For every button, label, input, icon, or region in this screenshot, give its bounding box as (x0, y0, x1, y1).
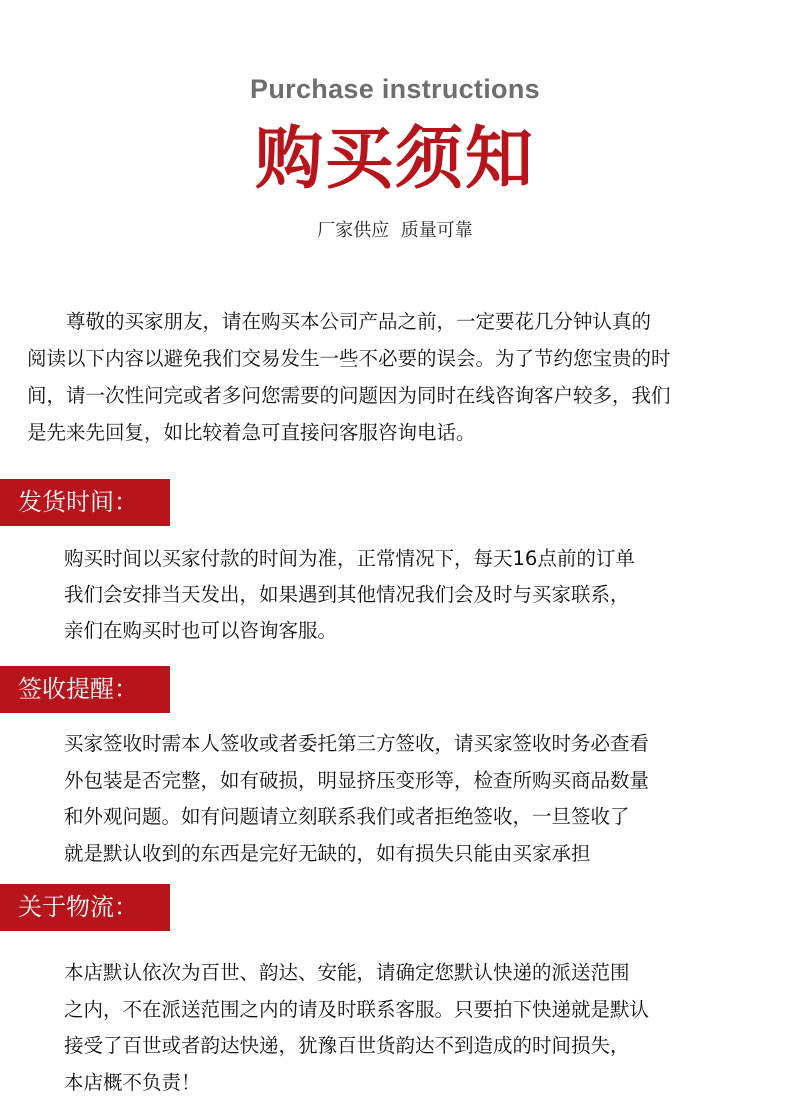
body-line: 亲们在购买时也可以咨询客服。 (64, 619, 338, 642)
section-body-shipping-time (64, 541, 764, 649)
body-line: 购买时间以买家付款的时间为准，正常情况下，每天16点前的订单 (64, 547, 635, 570)
section-body-logistics (64, 955, 764, 1101)
tagline: 厂家供应 质量可靠 (317, 220, 473, 241)
body-line: 本店概不负责！ (64, 1070, 201, 1094)
body-line: 我们会安排当天发出，如果遇到其他情况我们会及时与买家联系， (64, 583, 630, 606)
section-label-receipt-reminder: 签收提醒： (0, 666, 170, 713)
section-label-logistics: 关于物流： (0, 884, 170, 931)
section-label-shipping-time: 发货时间： (0, 479, 170, 526)
body-line: 和外观问题。如有问题请立刻联系我们或者拒绝签收，一旦签收了 (64, 805, 630, 828)
body-line: 本店默认依次为百世、韵达、安能，请确定您默认快递的派送范围 (64, 961, 630, 984)
body-line: 买家签收时需本人签收或者委托第三方签收，请买家签收时务必查看 (64, 732, 650, 755)
intro-line: 阅读以下内容以避免我们交易发生一些不必要的误会。为了节约您宝贵的时 (27, 347, 671, 370)
page-title: 购买须知 (254, 120, 535, 199)
intro-line: 间，请一次性问完或者多问您需要的问题因为同时在线咨询客户较多，我们 (27, 384, 671, 407)
body-line: 就是默认收到的东西是完好无缺的，如有损失只能由买家承担 (64, 841, 591, 865)
intro-line: 是先来先回复，如比较着急可直接问客服咨询电话。 (27, 421, 476, 444)
body-line: 接受了百世或者韵达快递，犹豫百世货韵达不到造成的时间损失， (64, 1034, 630, 1057)
body-line: 外包装是否完整，如有破损，明显挤压变形等，检查所购买商品数量 (64, 768, 650, 792)
section-body-receipt-reminder (64, 726, 764, 872)
intro-paragraph (27, 303, 767, 451)
body-line: 之内，不在派送范围之内的请及时联系客服。只要拍下快递就是默认 (64, 997, 650, 1021)
subtitle-english: Purchase instructions (250, 74, 540, 104)
intro-line: 尊敬的买家朋友，请在购买本公司产品之前，一定要花几分钟认真的 (27, 310, 652, 333)
